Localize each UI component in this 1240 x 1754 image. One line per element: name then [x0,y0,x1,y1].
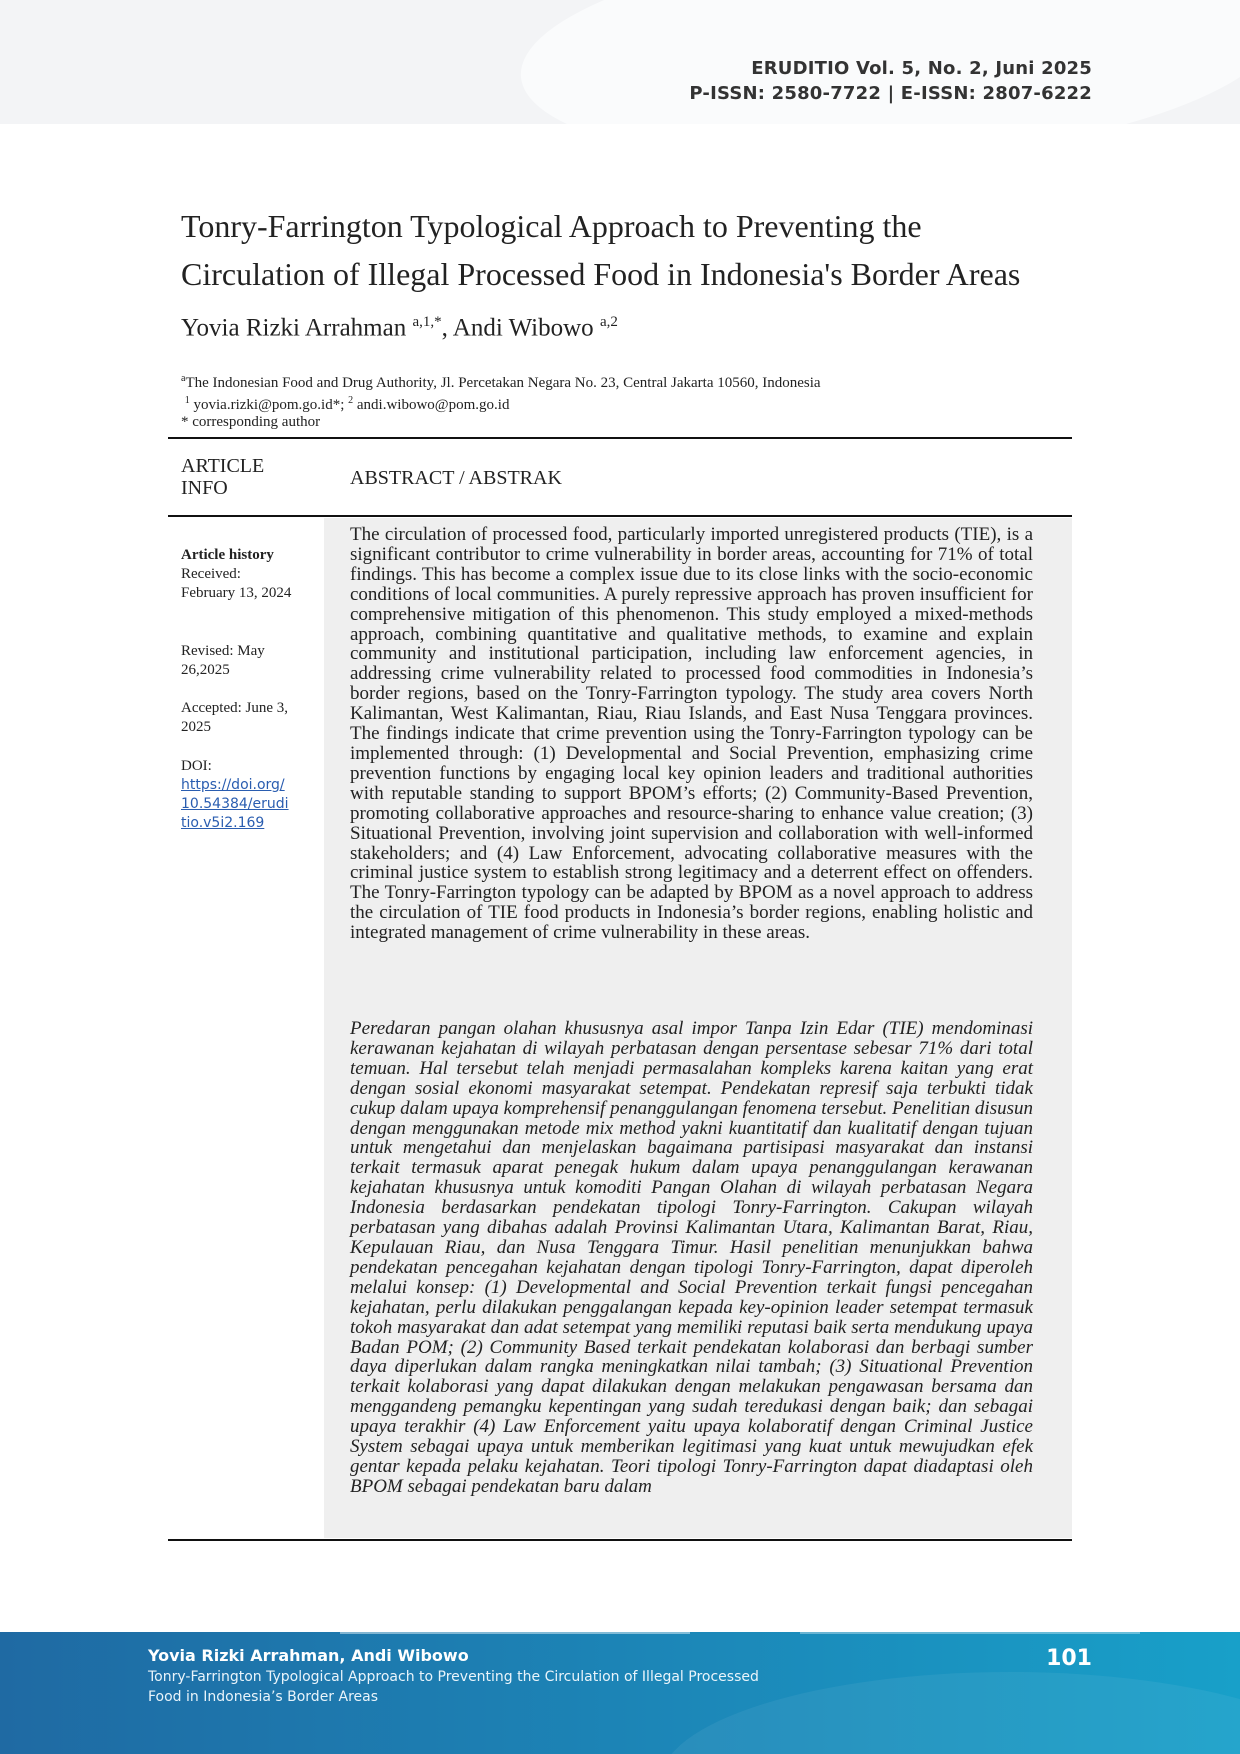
email-2: andi.wibowo@pom.go.id [356,397,510,413]
article-info-heading: ARTICLE INFO [181,455,265,499]
affiliation-block [181,370,821,431]
corresponding-note: * corresponding author [181,414,321,430]
author-separator: , [441,314,453,342]
article-history-label: Article history [181,547,274,563]
footer-title: Tonry-Farrington Typological Approach to Preventing the Circulation of Illegal Processed Food in Indonesia’s Border Areas [148,1669,759,1705]
footer-authors: Yovia Rizki Arrahman, Andi Wibowo [148,1646,469,1665]
journal-header-band [0,0,1240,124]
table-rule-middle [168,515,1072,517]
abstract-english: The circulation of processed food, particularly imported unregistered products (TIE), is a significant contributor to crime vulnerability in border areas, accounting for 71% of total findings. This has become a complex issue due to its close links with the socio-economic conditions of local communities. A purely repressive approach has proven insufficient for comprehensive mitigation of this phenomenon. This study employed a mixed-methods approach, combining quantitative and qualitative methods, to examine and explain community and institutional participation, including law enforcement agencies, in addressing crime vulnerability related to processed food commodities in Indonesia’s border regions, based on the Tonry-Farrington typology. The study area covers North Kalimantan, West Kalimantan, Riau, Riau Islands, and East Nusa Tenggara provinces. The findings indicate that crime prevention using the Tonry-Farrington typology can be implemented through: (1) Developmental and Social Prevention, emphasizing crime prevention functions by engaging local key opinion leaders and traditional authorities with reputable standing to support BPOM’s efforts; (2) Community-Based Prevention, promoting collaborative approaches and resource-sharing to enhance value creation; (3) Situational Prevention, involving joint supervision and collaboration with well-informed stakeholders; and (4) Law Enforcement, advocating collaborative measures with the criminal justice system to establish strong legitimacy and a deterrent effect on offenders. The Tonry-Farrington typology can be adapted by BPOM as a novel approach to address the circulation of TIE food products in Indonesia’s border regions, enabling holistic and integrated management of crime vulnerability in these areas. [350,524,1033,944]
abstract-indonesian: Peredaran pangan olahan khususnya asal impor Tanpa Izin Edar (TIE) mendominasi kerawanan kejahatan di wilayah perbatasan dengan persentase sebesar 71% dari total temuan. Hal tersebut telah menjadi permasalahan kompleks karena kaitan yang erat dengan sosial ekonomi masyarakat setempat. Pendekatan represif saja terbukti tidak cukup dalam upaya komprehensif penanggulangan fenomena tersebut. Penelitian disusun dengan menggunakan metode mix method yakni kuantitatif dan kualitatif dengan tujuan untuk mengetahui dan menjelaskan bagaimana partisipasi masyarakat dan instansi terkait termasuk aparat penegak hukum dalam upaya penanggulangan kerawanan kejahatan khususnya untuk komoditi Pangan Olahan di wilayah perbatasan Negara Indonesia berdasarkan pendekatan tipologi Tonry-Farrington. Cakupan wilayah perbatasan yang dibahas adalah Provinsi Kalimantan Utara, Kalimantan Barat, Riau, Kepulauan Riau, dan Nusa Tenggara Timur. Hasil penelitian menunjukkan bahwa pendekatan pencegahan kejahatan dengan tipologi Tonry-Farrington, dapat diperoleh melalui konsep: (1) Developmental and Social Prevention terkait fungsi pencegahan kejahatan, perlu dilakukan penggalangan kepada key-opinion leader setempat termasuk tokoh masyarakat dan adat setempat yang memiliki reputasi baik serta mendukung upaya Badan POM; (2) Community Based terkait pendekatan kolaborasi dan berbagi sumber daya diperlukan dalam rangka meningkatkan nilai tambah; (3) Situational Prevention terkait kolaborasi yang dapat dilakukan dengan melakukan pengawasan bersama dan menggandeng pemangku kepentingan yang sudah teredukasi dengan baik; dan sebagai upaya terakhir (4) Law Enforcement yaitu upaya kolaboratif dengan Criminal Justice System sebagai upaya untuk memberikan legitimasi yang kuat untuk mewujudkan efek gentar kepada pelaku kejahatan. Teori tipologi Tonry-Farrington dapat diadaptasi oleh BPOM sebagai pendekatan baru dalam [350,1018,1033,1497]
page-footer [0,1632,1240,1754]
accepted-date: Accepted: June 3, 2025 [181,700,289,735]
author-2-affil: a,2 [599,314,618,330]
page-number: 101 [1046,1646,1092,1671]
table-rule-top [168,437,1072,439]
author-list [181,314,618,342]
received-date: Received: February 13, 2024 [181,566,292,601]
paper-title [181,202,1081,298]
footer-highlight [800,1632,1140,1634]
affiliation-a: $^a$The Indonesian Food and Drug Authority, Jl. Percetakan Negara No. 23, Central Jakarta 10560, Indonesia [181,373,821,391]
footer-highlight [340,1632,690,1634]
title-line-2: Circulation of Illegal Processed Food in Indonesia's Border Areas [181,256,1021,292]
doi-label: DOI: [181,758,212,774]
doi-link[interactable]: https://doi.org/10.54384/eruditio.v5i2.169 [181,777,289,831]
journal-volume: ERUDITIO Vol. 5, No. 2, Juni 2025 [751,58,1092,79]
title-line-1: Tonry-Farrington Typological Approach to Preventing the [181,208,922,244]
email-1: yovia.rizki@pom.go.id*; [193,397,345,413]
author-2: Andi Wibowo [452,314,594,342]
journal-issn: P-ISSN: 2580-7722 | E-ISSN: 2807-6222 [689,83,1092,104]
author-1-affil: a,1,* [412,314,442,330]
affiliation-emails: $^1$ yovia.rizki@pom.go.id*; $^2$ andi.wibowo@pom.go.id [184,395,510,413]
abstract-heading: ABSTRACT / ABSTRAK [350,467,562,489]
table-rule-bottom [168,1539,1072,1541]
revised-date: Revised: May 26,2025 [181,643,265,678]
author-1: Yovia Rizki Arrahman [181,314,407,342]
